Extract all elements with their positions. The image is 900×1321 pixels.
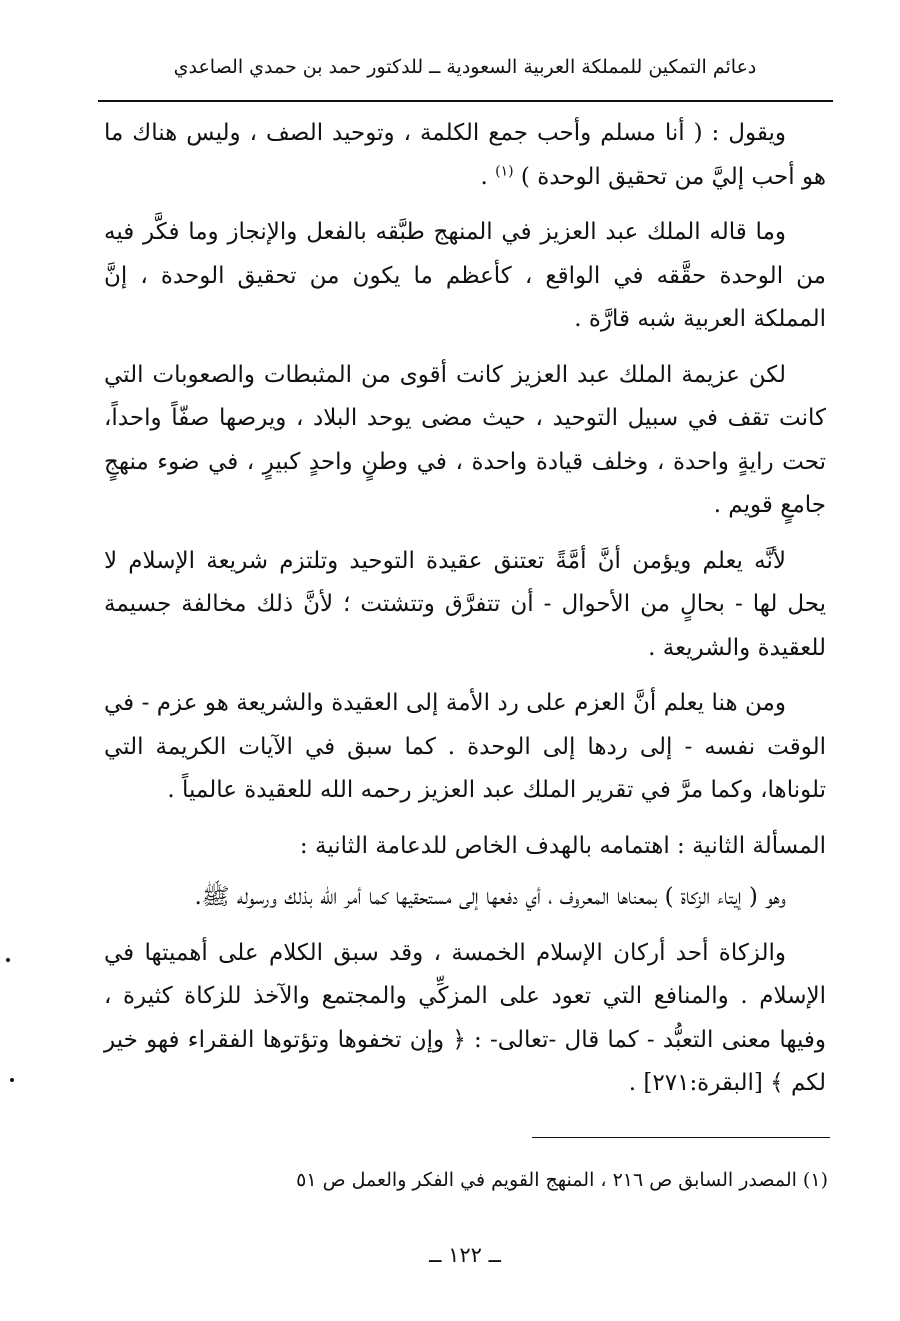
footnote-reference[interactable]: (١) — [495, 162, 514, 179]
paragraph-6: وهو ( إيتاء الزكاة ) بمعناها المعروف ، أي دفعها إلى مستحقيها كما أمر الله بذلك ورسوله ﷺ. — [194, 884, 786, 910]
paragraph-5: ومن هنا يعلم أنَّ العزم على رد الأمة إلى العقيدة والشريعة هو عزم - في الوقت نفسه - إلى ردها إلى الوحدة . كما سبق في الآيات الكريمة التي تلوناها، وكما مرَّ في تقرير الملك عبد العزيز رحمه الله للعقيدة عالمياً . — [104, 690, 826, 803]
paragraph-tail: . — [480, 163, 496, 190]
page-number: ــ ١٢٢ ــ — [429, 1243, 501, 1267]
paragraph-text: ويقول : ( أنا مسلم وأحب جمع الكلمة ، وتوحيد الصف ، وليس هناك ما هو أحب إليَّ من تحقيق الوحدة ) — [104, 120, 826, 190]
running-header: دعائم التمكين للمملكة العربية السعودية ــ للدكتور حمد بن حمدي الصاعدي — [173, 56, 757, 78]
margin-dot — [10, 1078, 14, 1082]
footnote-divider — [532, 1137, 830, 1138]
header-divider — [98, 100, 833, 102]
paragraph-3: لكن عزيمة الملك عبد العزيز كانت أقوى من المثبطات والصعوبات التي كانت تقف في سبيل التوحيد ، حيث مضى يوحد البلاد ، ويرصها صفّاً واحداً، تحت رايةٍ واحدة ، وخلف قيادة واحدة ، في وطنٍ واحدٍ كبيرٍ ، في ضوء منهجٍ جامعٍ قويم . — [104, 361, 826, 518]
paragraph-7: والزكاة أحد أركان الإسلام الخمسة ، وقد سبق الكلام على أهميتها في الإسلام . والمنافع التي تعود على المزكِّي والمجتمع والآخذ للزكاة كثيرة ، وفيها معنى التعبُّد - كما قال -تعالى- : ﴿ وإن تخفوها وتؤتوها الفقراء فهو خير لكم ﴾ [البقرة:٢٧١] . — [104, 939, 826, 1096]
paragraph-1 — [104, 112, 826, 199]
section-heading: المسألة الثانية : اهتمامه بالهدف الخاص للدعامة الثانية : — [299, 832, 826, 859]
main-text — [104, 112, 826, 1118]
paragraph-4: لأنَّه يعلم ويؤمن أنَّ أمَّةً تعتنق عقيدة التوحيد وتلتزم شريعة الإسلام لا يحل لها - بحالٍ من الأحوال - أن تتفرَّق وتتشتت ؛ لأنَّ ذلك مخالفة جسيمة للعقيدة والشريعة . — [104, 547, 826, 661]
paragraph-2: وما قاله الملك عبد العزيز في المنهج طبَّقه بالفعل والإنجاز وما فكَّر فيه من الوحدة حقَّقه في الواقع ، كأعظم ما يكون من تحقيق الوحدة ، إنَّ المملكة العربية شبه قارَّة . — [104, 219, 826, 332]
margin-dot — [6, 958, 10, 962]
footnote: (١) المصدر السابق ص ٢١٦ ، المنهج القويم في الفكر والعمل ص ٥١ — [296, 1169, 828, 1191]
